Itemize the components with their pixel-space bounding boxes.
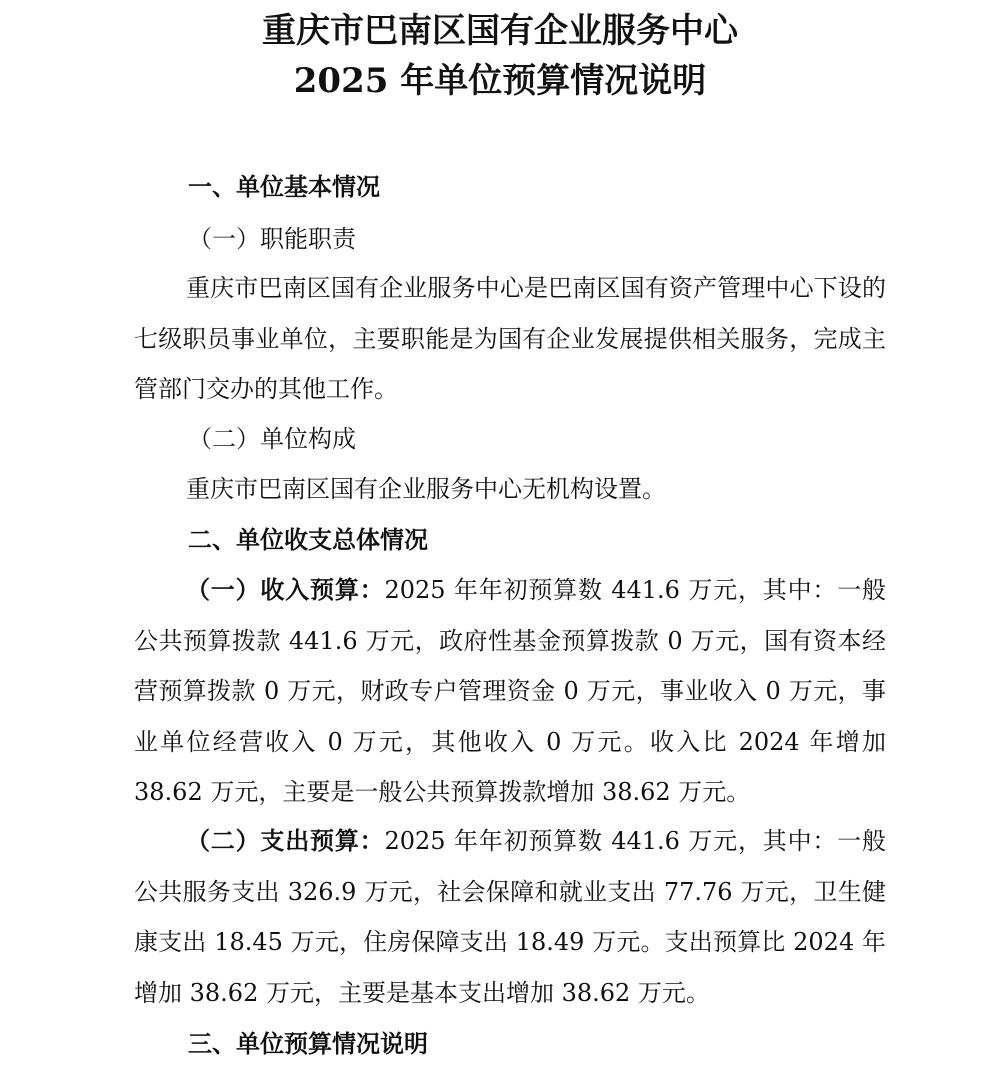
document-title-line-1: 重庆市巴南区国有企业服务中心 — [262, 11, 738, 51]
expense-budget-label: （二）支出预算： — [186, 826, 385, 855]
section-heading-budget-details: 三、单位预算情况说明 — [188, 1029, 428, 1058]
income-budget-label: （一）收入预算： — [186, 575, 385, 604]
document-title-line-2: 2025 年单位预算情况说明 — [293, 61, 707, 101]
subheading-composition: （二）单位构成 — [188, 425, 356, 453]
section-heading-overall-budget: 二、单位收支总体情况 — [188, 525, 428, 554]
expense-budget-text: 2025 年年初预算数 441.6 万元，其中：一般公共服务支出 326.9 万元，社会保障和就业支出 77.76 万元，卫生健康支出 18.45 万元，住房保障支出 18.49 万元。支出预算比 2024 年增加 38.62 万元，主要是基本支出增加 38.62 万元。 — [134, 827, 887, 1007]
income-budget-text: 2025 年年初预算数 441.6 万元，其中：一般公共预算拨款 441.6 万元，政府性基金预算拨款 0 万元，国有资本经营预算拨款 0 万元，财政专户管理资金 0 万元，事业收入 0 万元，事业单位经营收入 0 万元，其他收入 0 万元。收入比 2024 年增加 38.62 万元，主要是一般公共预算拨款增加 38.62 万元。 — [134, 576, 887, 806]
paragraph-composition: 重庆市巴南区国有企业服务中心无机构设置。 — [186, 475, 666, 503]
paragraph-functions: 重庆市巴南区国有企业服务中心是巴南区国有资产管理中心下设的七级职员事业单位，主要职能是为国有企业发展提供相关服务，完成主管部门交办的其他工作。 — [134, 274, 886, 403]
paragraph-expense-budget — [134, 816, 886, 1018]
section-heading-basic-info: 一、单位基本情况 — [188, 172, 380, 201]
subheading-functions: （一）职能职责 — [188, 225, 356, 253]
paragraph-income-budget — [134, 565, 886, 818]
